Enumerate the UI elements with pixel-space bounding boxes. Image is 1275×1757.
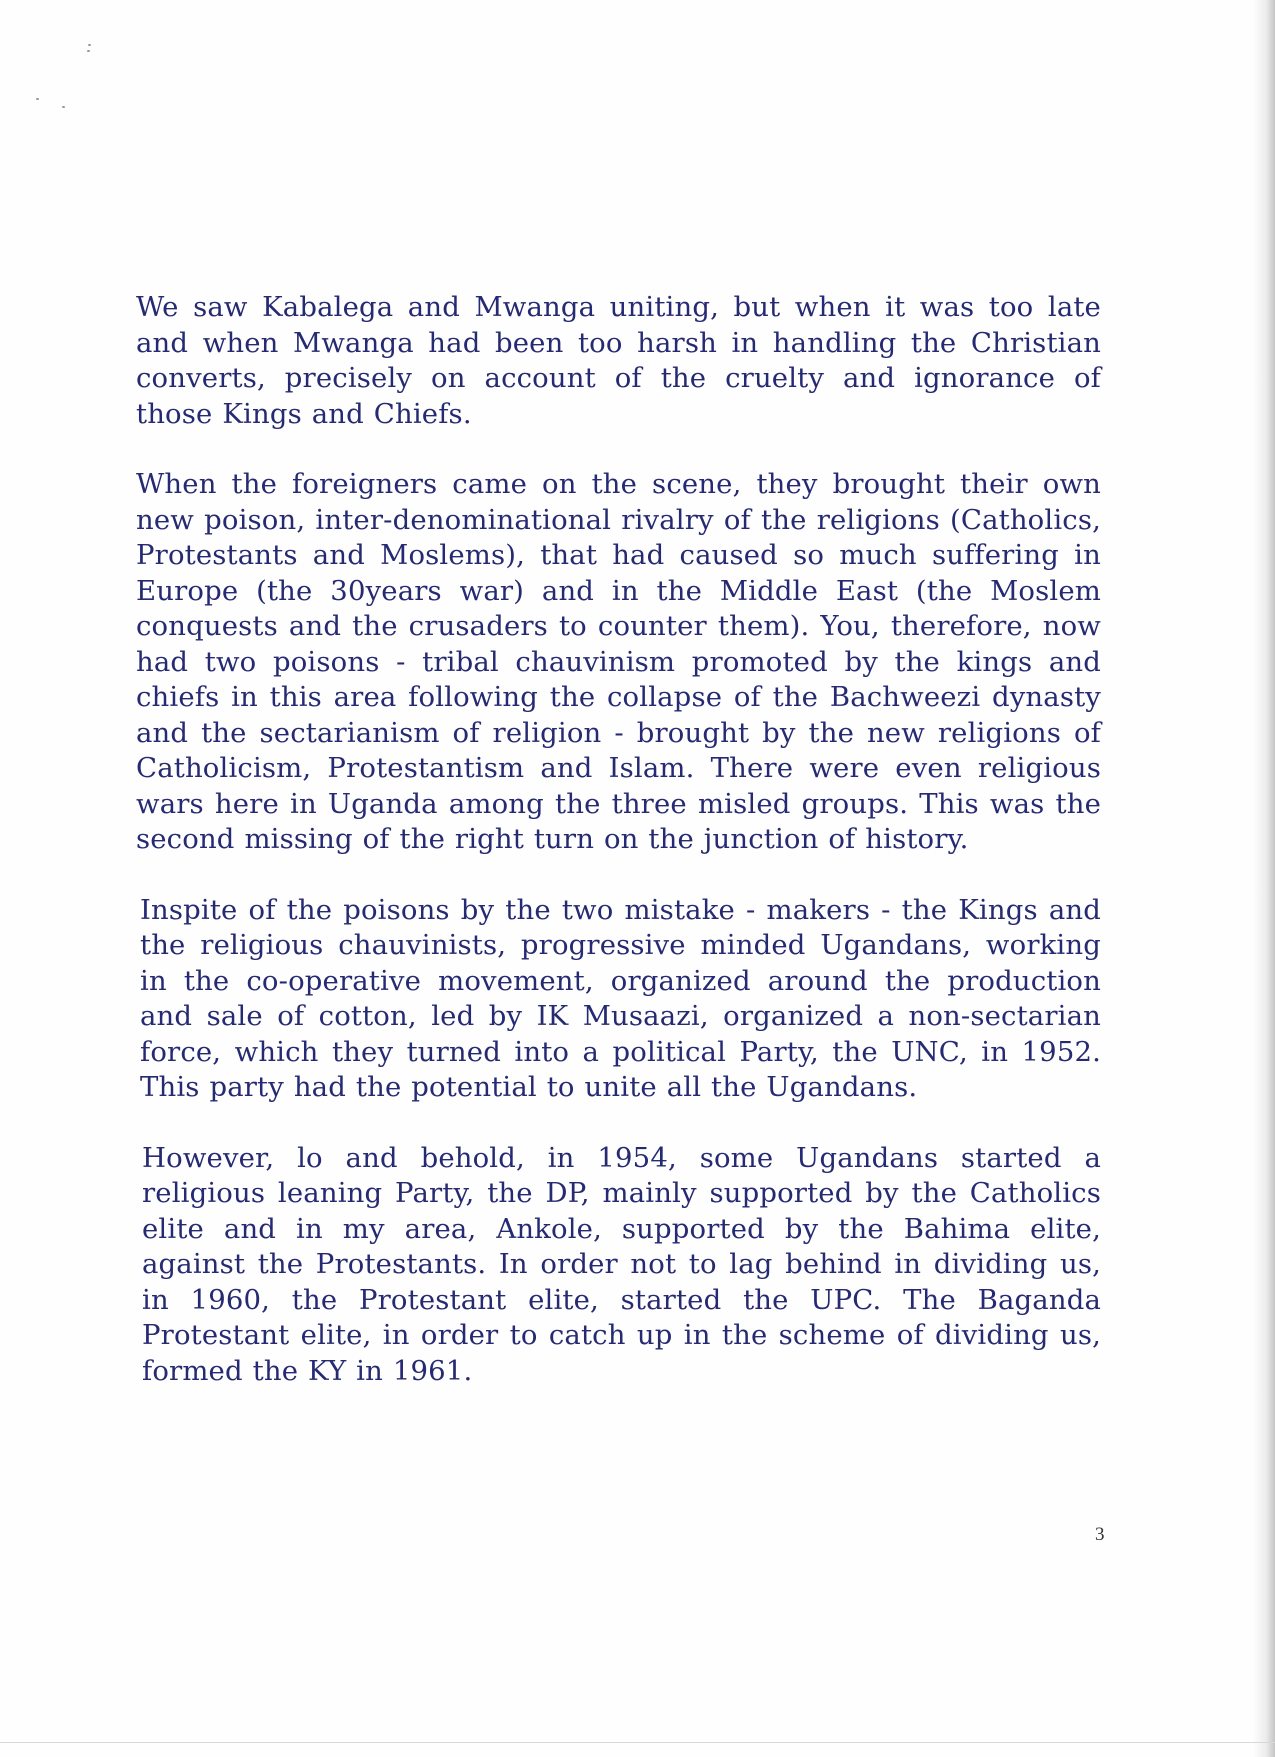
paragraph-3: Inspite of the poisons by the two mistake - makers - the Kings and the religious chauvinists, progressive minded Ugandans, working in the co-operative movement, organized around the production and sale of cotton, led by IK Musaazi, organized a non-sectarian force, which they turned into a political Party, the UNC, in 1952. This party had the potential to unite all the Ugandans. [140, 893, 1101, 1103]
page-edge-shadow [1253, 0, 1275, 1757]
scan-speck [87, 50, 90, 52]
scan-speck [36, 98, 39, 100]
page-bottom-line [0, 1742, 1275, 1743]
scan-speck [62, 106, 65, 108]
page-number: 3 [1095, 1524, 1105, 1545]
paragraph-4: However, lo and behold, in 1954, some Ugandans started a religious leaning Party, the DP, mainly supported by the Catholics elite and in my area, Ankole, supported by the Bahima elite, against the Protestants. In order not to lag behind in dividing us, in 1960, the Protestant elite, started the UPC. The Baganda Protestant elite, in order to catch up in the scheme of dividing us, formed the KY in 1961. [142, 1141, 1101, 1387]
scan-speck [88, 44, 91, 46]
paragraph-1: We saw Kabalega and Mwanga uniting, but when it was too late and when Mwanga had been too harsh in handling the Christian converts, precisely on account of the cruelty and ignorance of those Kings and Chiefs. [136, 291, 1101, 430]
body-text [136, 290, 1101, 1424]
paragraph-2: When the foreigners came on the scene, they brought their own new poison, inter-denominational rivalry of the religions (Catholics, Protestants and Moslems), that had caused so much suffering in Europe (the 30years war) and in the Middle East (the Moslem conquests and the crusaders to counter them). You, therefore, now had two poisons - tribal chauvinism promoted by the kings and chiefs in this area following the collapse of the Bachweezi dynasty and the sectarianism of religion - brought by the new religions of Catholicism, Protestantism and Islam. There were even religious wars here in Uganda among the three misled groups. This was the second missing of the right turn on the junction of history. [136, 468, 1101, 855]
